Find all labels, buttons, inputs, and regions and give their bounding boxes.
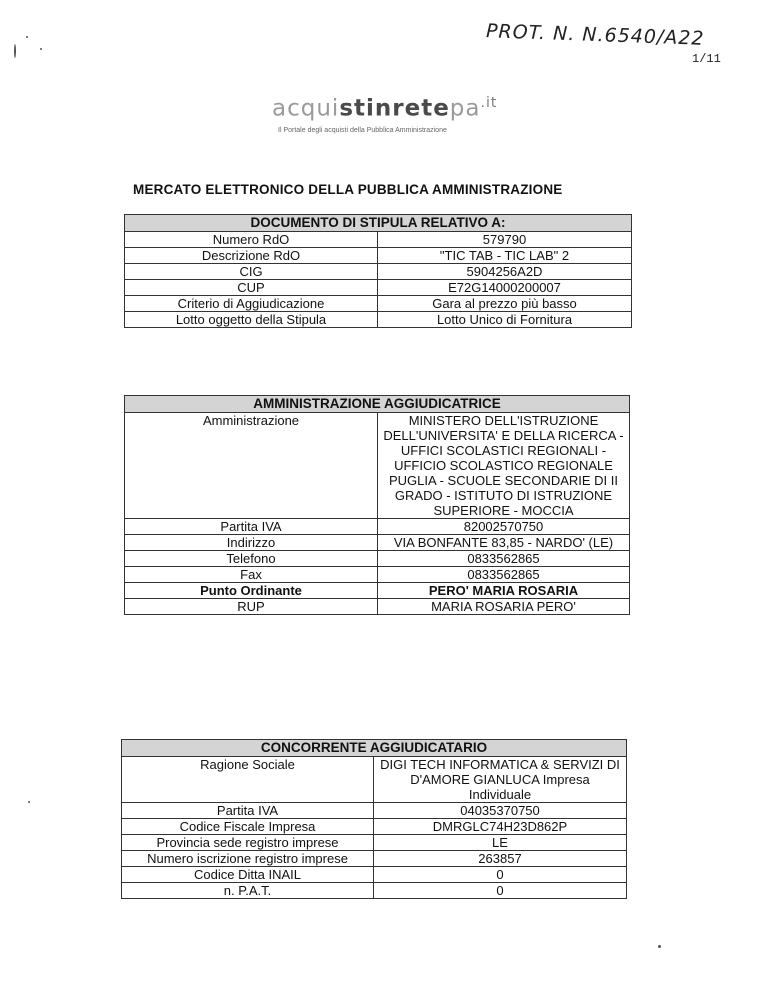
table-cell-label: Ragione Sociale <box>122 757 374 803</box>
table-cell-value: DIGI TECH INFORMATICA & SERVIZI DI D'AMORE GIANLUCA Impresa Individuale <box>374 757 627 803</box>
amministrazione-header: AMMINISTRAZIONE AGGIUDICATRICE <box>125 396 630 413</box>
table-cell-value: DMRGLC74H23D862P <box>374 819 627 835</box>
table-cell-label: n. P.A.T. <box>122 883 374 899</box>
scan-speck <box>28 801 30 803</box>
table-cell-value: 0 <box>374 867 627 883</box>
table-cell-label: RUP <box>125 599 378 615</box>
table-cell-label: Numero RdO <box>125 232 378 248</box>
table-cell-label: Lotto oggetto della Stipula <box>125 312 378 328</box>
table-cell-value: LE <box>374 835 627 851</box>
table-cell-value: PERO' MARIA ROSARIA <box>378 583 630 599</box>
documento-stipula-table <box>124 214 632 328</box>
table-cell-label: Codice Fiscale Impresa <box>122 819 374 835</box>
table-cell-value: 0 <box>374 883 627 899</box>
page-title: MERCATO ELETTRONICO DELLA PUBBLICA AMMINISTRAZIONE <box>133 182 563 197</box>
protocol-handwritten-stamp: PROT. N. N.6540/A22 <box>485 20 705 50</box>
table-cell-value: MINISTERO DELL'ISTRUZIONE DELL'UNIVERSITA' E DELLA RICERCA - UFFICI SCOLASTICI REGIONALI - UFFICIO SCOLASTICO REGIONALE PUGLIA - SCUOLE SECONDARIE DI II GRADO - ISTITUTO DI ISTRUZIONE SUPERIORE - MOCCIA <box>378 413 630 519</box>
table-cell-value: Lotto Unico di Fornitura <box>378 312 632 328</box>
table-cell-value: 82002570750 <box>378 519 630 535</box>
page-number: 1/11 <box>692 52 721 66</box>
table-cell-label: Indirizzo <box>125 535 378 551</box>
table-cell-label: CIG <box>125 264 378 280</box>
table-cell-label: Codice Ditta INAIL <box>122 867 374 883</box>
table-cell-label: CUP <box>125 280 378 296</box>
amministrazione-table <box>124 395 630 615</box>
table-cell-value: 0833562865 <box>378 551 630 567</box>
table-cell-label: Criterio di Aggiudicazione <box>125 296 378 312</box>
scan-speck <box>14 44 16 58</box>
table-cell-value: MARIA ROSARIA PERO' <box>378 599 630 615</box>
table-cell-value: Gara al prezzo più basso <box>378 296 632 312</box>
table-cell-label: Numero iscrizione registro imprese <box>122 851 374 867</box>
table-cell-value: VIA BONFANTE 83,85 - NARDO' (LE) <box>378 535 630 551</box>
scan-speck <box>26 36 28 38</box>
scan-speck <box>658 945 661 948</box>
table-cell-label: Provincia sede registro imprese <box>122 835 374 851</box>
table-cell-label: Fax <box>125 567 378 583</box>
table-cell-value: 5904256A2D <box>378 264 632 280</box>
documento-header: DOCUMENTO DI STIPULA RELATIVO A: <box>125 215 632 232</box>
table-cell-value: 0833562865 <box>378 567 630 583</box>
table-cell-value: "TIC TAB - TIC LAB" 2 <box>378 248 632 264</box>
table-cell-label: Partita IVA <box>125 519 378 535</box>
scan-speck <box>40 48 42 50</box>
table-cell-label: Punto Ordinante <box>125 583 378 599</box>
table-cell-value: 579790 <box>378 232 632 248</box>
concorrente-table <box>121 739 627 899</box>
table-cell-label: Partita IVA <box>122 803 374 819</box>
table-cell-label: Descrizione RdO <box>125 248 378 264</box>
table-cell-value: 04035370750 <box>374 803 627 819</box>
concorrente-header: CONCORRENTE AGGIUDICATARIO <box>122 740 627 757</box>
logo-subtitle: Il Portale degli acquisti della Pubblica Amministrazione <box>278 127 447 134</box>
table-cell-label: Amministrazione <box>125 413 378 519</box>
table-cell-label: Telefono <box>125 551 378 567</box>
table-cell-value: E72G14000200007 <box>378 280 632 296</box>
acquistinretepa-logo: acquistinretepa$^{.it}$ <box>272 95 498 122</box>
table-cell-value: 263857 <box>374 851 627 867</box>
